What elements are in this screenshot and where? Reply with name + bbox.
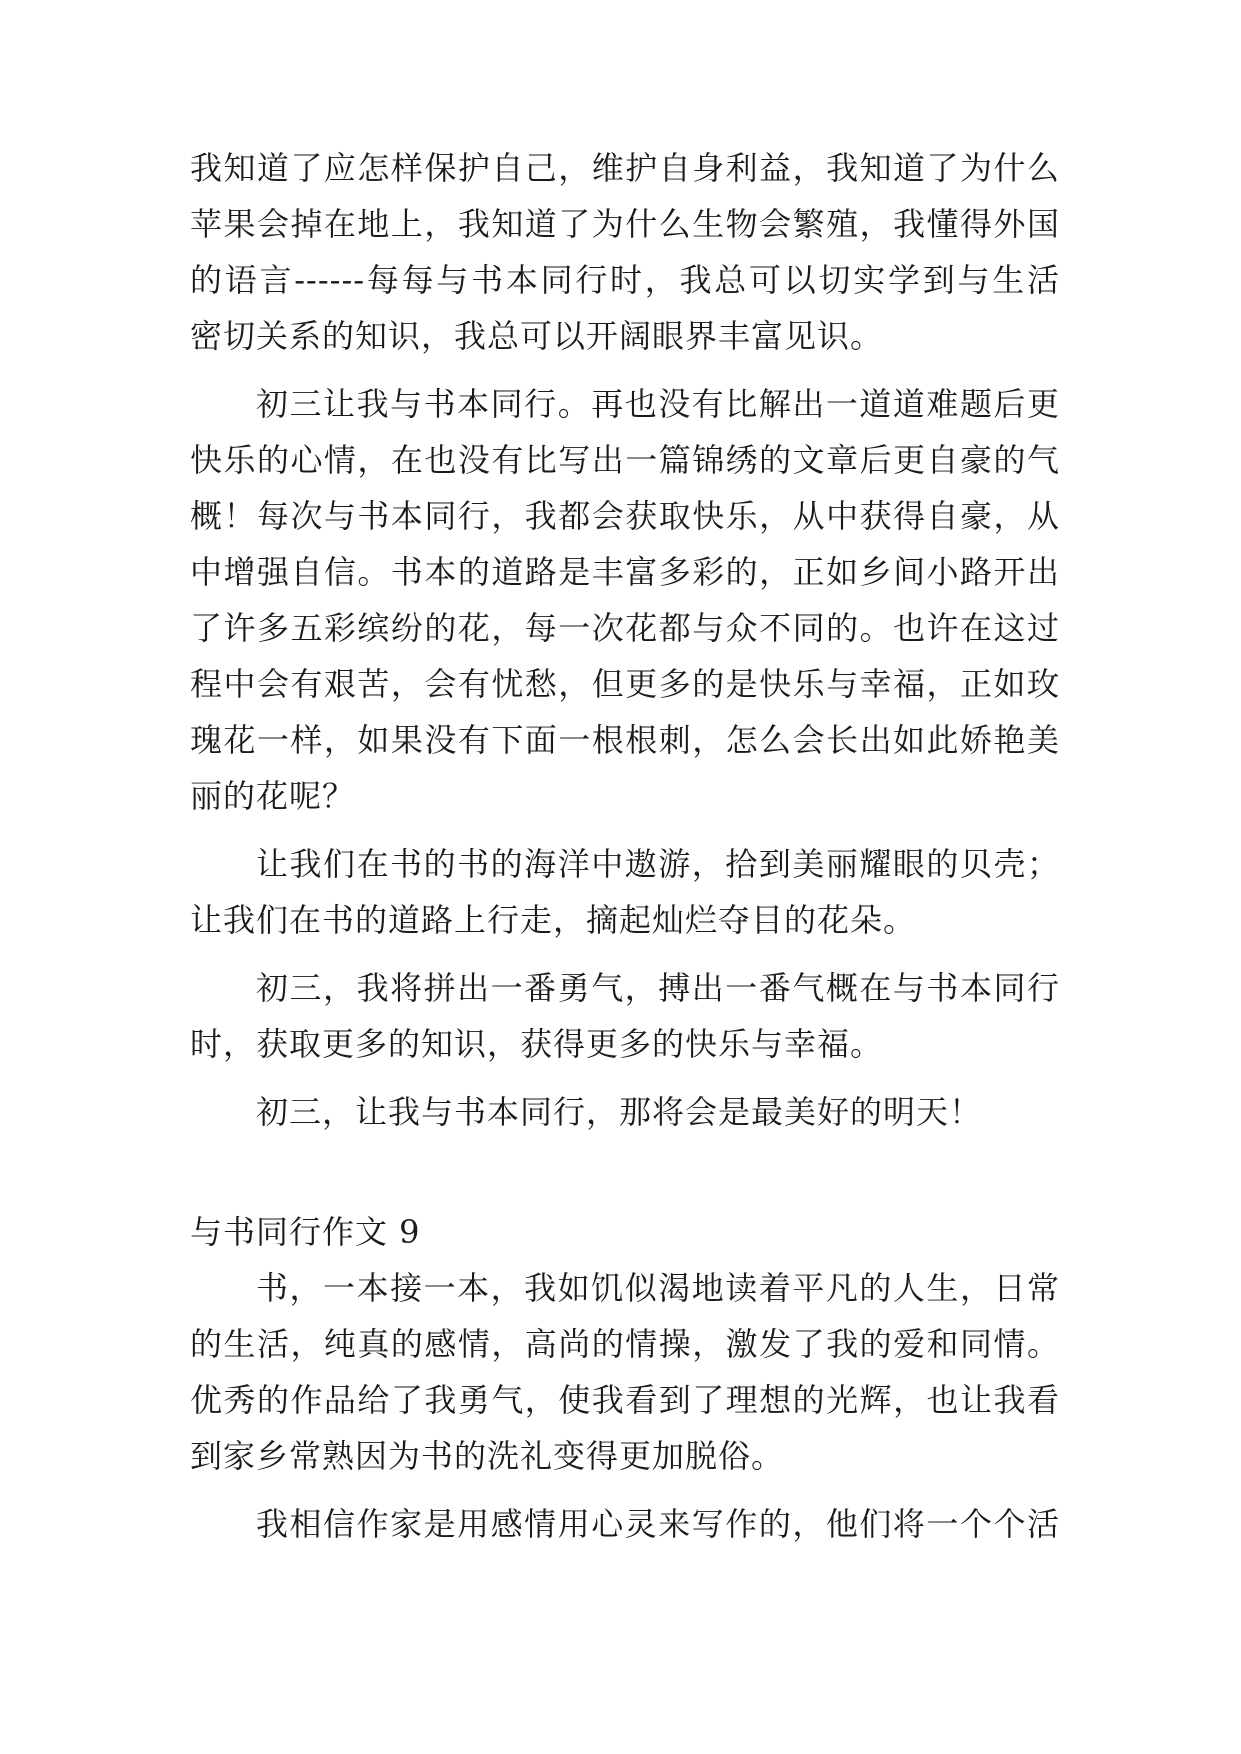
text-line: 丽的花呢？ [190,777,356,815]
text-line: 密切关系的知识，我总可以开阔眼界丰富见识。 [190,317,884,355]
text-line: 时，获取更多的知识，获得更多的快乐与幸福。 [190,1025,884,1063]
text-line: 初三让我与书本同行。再也没有比解出一道道难题后更 [256,385,1060,423]
text-line: 初三，让我与书本同行，那将会是最美好的明天！ [256,1093,983,1131]
text-line: 程中会有艰苦，会有忧愁，但更多的是快乐与幸福，正如玫 [190,665,1060,703]
text-line: 初三，我将拼出一番勇气，搏出一番气概在与书本同行 [256,969,1060,1007]
text-line: 概！每次与书本同行，我都会获取快乐，从中获得自豪，从 [190,497,1060,535]
text-line: 苹果会掉在地上，我知道了为什么生物会繁殖，我懂得外国 [190,205,1060,243]
text-line: 中增强自信。书本的道路是丰富多彩的，正如乡间小路开出 [190,553,1060,591]
text-line: 让我们在书的书的海洋中遨游，拾到美丽耀眼的贝壳； [256,845,1060,883]
text-line: 我知道了应怎样保护自己，维护自身利益，我知道了为什么 [190,149,1060,187]
text-line: 快乐的心情，在也没有比写出一篇锦绣的文章后更自豪的气 [190,441,1060,479]
section-heading: 与书同行作文 9 [190,1213,421,1251]
text-line: 让我们在书的道路上行走，摘起灿烂夺目的花朵。 [190,901,917,939]
text-line: 的生活，纯真的感情，高尚的情操，激发了我的爱和同情。 [190,1325,1060,1363]
text-line: 了许多五彩缤纷的花，每一次花都与众不同的。也许在这过 [190,609,1060,647]
text-line: 我相信作家是用感情用心灵来写作的，他们将一个个活 [256,1505,1060,1543]
text-line: 优秀的作品给了我勇气，使我看到了理想的光辉，也让我看 [190,1381,1060,1419]
text-line: 瑰花一样，如果没有下面一根根刺，怎么会长出如此娇艳美 [190,721,1060,759]
text-line: 到家乡常熟因为书的洗礼变得更加脱俗。 [190,1437,785,1475]
text-line: 的语言------每每与书本同行时，我总可以切实学到与生活 [190,261,1060,299]
text-line: 书，一本接一本，我如饥似渴地读着平凡的人生，日常 [256,1269,1060,1307]
